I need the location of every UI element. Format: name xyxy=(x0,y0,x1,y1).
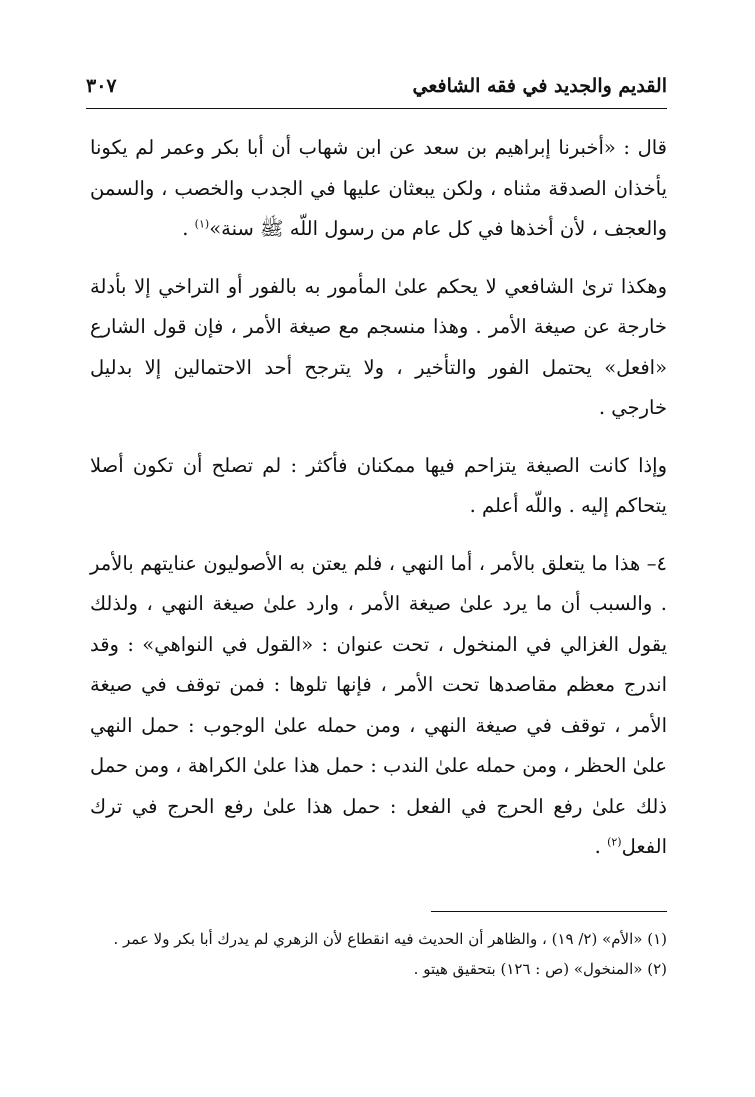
footnote-divider xyxy=(431,911,667,912)
paragraph-command-timing: وهكذا ترىٰ الشافعي لا يحكم علىٰ المأمور به بالفور أو التراخي إلا بأدلة خارجة عن صيغة الأمر . وهذا منسجم مع صيغة الأمر ، فإن قول الشارع «افعل» يحتمل الفور والتأخير ، ولا يترجح أحد الاحتمالين إلا بدليل خارجي . xyxy=(90,274,667,419)
paragraph-prohibition xyxy=(90,544,667,868)
footnotes xyxy=(90,924,667,984)
paragraph-end: . xyxy=(182,217,195,240)
page-number: ٣٠٧ xyxy=(86,75,117,97)
page-header xyxy=(86,68,667,104)
footnote-2: (٢) «المنخول» (ص : ١٢٦) بتحقيق هيتو . xyxy=(413,960,667,978)
running-title: القديم والجديد في فقه الشافعي xyxy=(412,75,667,97)
footnote-reference: (٢) xyxy=(607,835,622,849)
paragraph-text: قال : «أخبرنا إبراهيم بن سعد عن ابن شهاب أن أبا بكر وعمر لم يكونا يأخذان الصدقة مثناه ، ولكن يبعثان عليها في الجدب والخصب ، والسمن والعجف ، لأن أخذها في كل عام من رسول اللّه ﷺ سنة» xyxy=(90,136,667,240)
paragraph-text: ٤– هذا ما يتعلق بالأمر ، أما النهي ، فلم يعتن به الأصوليون عنايتهم بالأمر . والسبب أن ما يرد علىٰ صيغة الأمر ، وارد علىٰ صيغة النهي ، ولذلك يقول الغزالي في المنخول ، تحت عنوان : «القول في النواهي» : وقد اندرج معظم مقاصدها تحت الأمر ، فإنها تلوها : فمن توقف في صيغة الأمر ، توقف في صيغة النهي ، ومن حمله علىٰ الوجوب : حمل النهي علىٰ الحظر ، ومن حمله علىٰ الندب : حمل هذا علىٰ الكراهة ، ومن حمل ذلك علىٰ رفع الحرج في الفعل : حمل هذا علىٰ رفع الحرج في ترك الفعل xyxy=(90,551,667,858)
footnote-reference: (١) xyxy=(194,217,210,231)
footnote-1: (١) «الأم» (٢/ ١٩) ، والظاهر أن الحديث فيه انقطاع لأن الزهري لم يدرك أبا بكر ولا عمر . xyxy=(113,930,667,948)
main-text xyxy=(90,128,667,885)
paragraph-hadith-quote xyxy=(90,128,667,250)
header-divider xyxy=(86,108,667,109)
paragraph-formula-ambiguity: وإذا كانت الصيغة يتزاحم فيها ممكنان فأكثر : لم تصلح أن تكون أصلا يتحاكم إليه . واللّه أعلم . xyxy=(90,453,667,517)
paragraph-end: . xyxy=(594,835,608,858)
